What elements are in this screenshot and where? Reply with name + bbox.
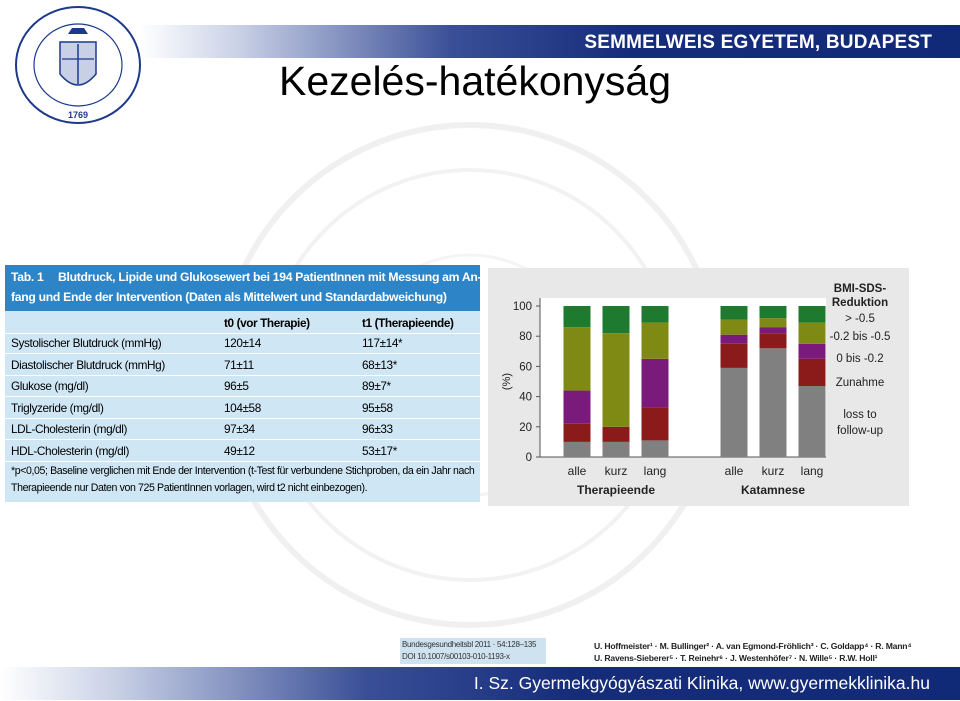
bar-segment [721,306,748,320]
y-tick-label: 20 [519,421,532,434]
table-col-header-t1: t1 (Therapieende) [362,316,454,330]
bar-segment [721,344,748,368]
bar-segment [760,306,787,318]
table-col-header-t0: t0 (vor Therapie) [224,316,310,330]
bar-segment [642,440,669,457]
bmi-stacked-bar-chart [488,268,909,506]
legend-item: follow-up [836,425,884,437]
table-cell-t0: 71±11 [224,358,254,372]
bar-segment [564,424,591,442]
table-row-label: Systolischer Blutdruck (mmHg) [11,336,162,350]
table-cell-t1: 89±7* [362,379,391,393]
legend-title: Reduktion [831,297,889,309]
bar-segment [642,306,669,323]
y-tick-label: 0 [525,452,532,464]
bar-segment [603,442,630,457]
x-tick-label: kurz [761,464,785,478]
x-tick-label: alle [567,464,587,478]
table-cell-t1: 95±58 [362,401,393,415]
bar-segment [721,320,748,335]
citation-doi: DOI 10.1007/s00103-010-1193-x [402,652,510,661]
citation-journal: Bundesgesundheitsbl 2011 · 54:128–135 [402,640,537,649]
bar-segment [799,344,826,359]
bar-segment [642,407,669,440]
bar-segment [760,318,787,327]
bar-segment [564,442,591,457]
table-caption-line1: Blutdruck, Lipide und Glukosewert bei 194 PatientInnen mit Messung am An- [58,270,482,284]
seal-year: 1769 [67,110,89,120]
table-footnote-line2: Therapieende nur Daten von 725 PatientInnen vorlagen, wird t2 nicht einbezogen). [11,482,368,494]
bar-segment [564,306,591,327]
bar-segment [603,306,630,333]
bar-segment [603,333,630,427]
table-row-label: HDL-Cholesterin (mg/dl) [11,444,129,458]
group-label: Therapieende [576,483,656,497]
table-cell-t1: 117±14* [362,336,403,350]
university-name: SEMMELWEIS EGYETEM, BUDAPEST [584,32,932,53]
table-cell-t0: 104±58 [224,401,261,415]
bar-segment [760,333,787,348]
x-tick-label: lang [643,464,667,478]
bar-segment [760,348,787,457]
bar-segment [603,427,630,442]
bar-segment [799,359,826,386]
table-cell-t1: 96±33 [362,422,393,436]
legend-item: loss to [843,409,877,421]
bar-segment [760,327,787,333]
table-cell-t0: 96±5 [224,379,249,393]
university-seal-logo [8,4,148,126]
y-tick-label: 100 [512,301,532,313]
legend-item: > -0.5 [845,313,875,325]
legend-title: BMI-SDS- [833,283,887,295]
bar-segment [721,335,748,344]
bar-segment [642,359,669,407]
table-row-label: Glukose (mg/dl) [11,379,89,393]
x-tick-label: kurz [604,464,628,478]
table-cell-t0: 97±34 [224,422,255,436]
citation-authors-line2: U. Ravens-Sieberer⁵ · T. Reinehr⁶ · J. Westenhöfer⁷ · N. Wille⁵ · R.W. Holl¹ [594,653,878,663]
bar-segment [799,386,826,457]
bar-segment [642,323,669,359]
legend-item: Zunahme [835,377,885,389]
footer-text: I. Sz. Gyermekgyógyászati Klinika, www.gyermekklinika.hu [473,673,930,693]
bar-segment [564,327,591,390]
bar-segment [721,368,748,457]
table-cell-t0: 120±14 [224,336,261,350]
bar-segment [799,306,826,323]
bar-segment [799,323,826,344]
table-row-label: Triglyzeride (mg/dl) [11,401,104,415]
table-caption-label: Tab. 1 [11,270,44,284]
table-row-label: Diastolischer Blutdruck (mmHg) [11,358,165,372]
x-tick-label: alle [724,464,744,478]
slide-title: Kezelés-hatékonyság [279,58,672,104]
bar-segment [564,391,591,424]
y-tick-label: 80 [519,331,532,344]
legend-item: 0 bis -0.2 [836,353,884,365]
y-tick-label: 60 [519,361,532,374]
table-cell-t0: 49±12 [224,444,255,458]
table-cell-t1: 53±17* [362,444,397,458]
y-axis-label: (%) [501,372,513,391]
table-cell-t1: 68±13* [362,358,397,372]
y-tick-label: 40 [519,391,532,404]
legend-item: -0.2 bis -0.5 [829,331,891,343]
x-tick-label: lang [800,464,824,478]
citation-authors-line1: U. Hoffmeister¹ · M. Bullinger² · A. van Egmond-Fröhlich³ · C. Goldapp⁴ · R. Mann⁴ [594,641,912,651]
table-footnote-line1: *p<0,05; Baseline verglichen mit Ende der Intervention (t-Test für verbundene Stichproben, da ein Jahr nach [11,465,475,477]
group-label: Katamnese [740,483,806,497]
table-caption-line2: fang und Ende der Intervention (Daten als Mittelwert und Standardabweichung) [11,290,447,304]
table-row-label: LDL-Cholesterin (mg/dl) [11,422,128,436]
